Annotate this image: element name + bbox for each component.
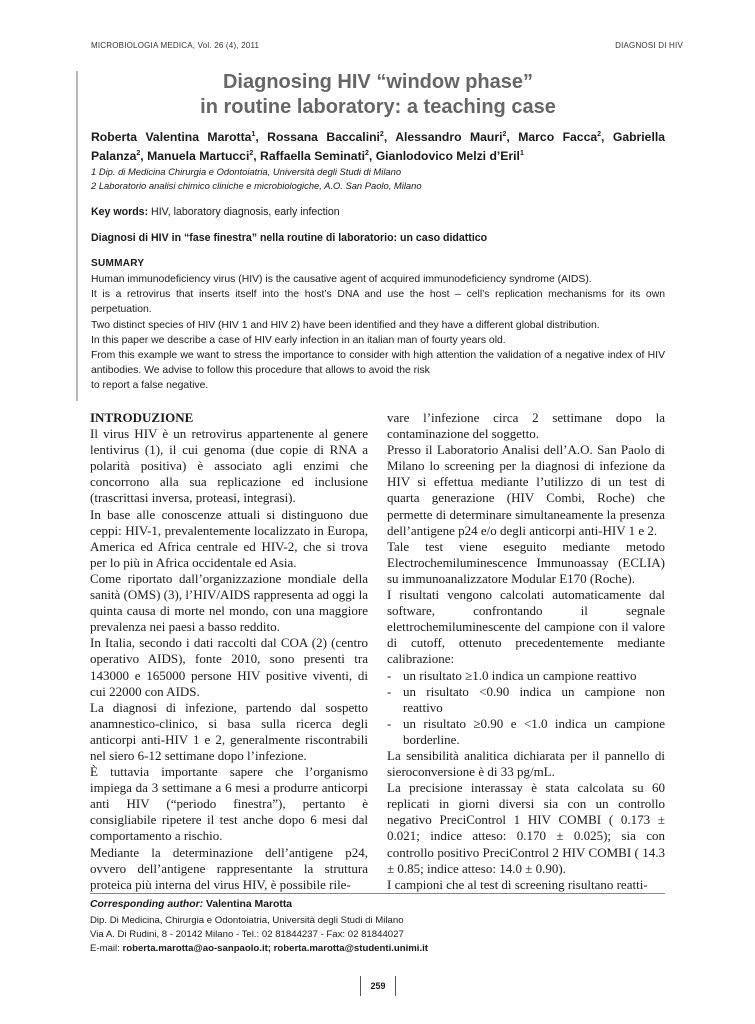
summary-paragraph: In this paper we describe a case of HIV early infection in an italian man of fourty years old. bbox=[91, 334, 506, 346]
body-paragraph: È tuttavia importante sapere che l’organismo impiega da 3 settimane a 6 mesi a produrre anticorpi anti HIV (“periodo finestra”), pertanto è consigliabile ripetere il test anche dopo 6 mesi dal comportamento a rischio. bbox=[90, 764, 368, 844]
journal-citation: MICROBIOLOGIA MEDICA, Vol. 26 (4), 2011 bbox=[91, 41, 260, 50]
bullet-item: - un risultato ≥0.90 e <1.0 indica un campione borderline. bbox=[387, 716, 665, 748]
summary-paragraph: Human immunodeficiency virus (HIV) is the causative agent of acquired immunodeficiency syndrome (AIDS). bbox=[91, 274, 592, 285]
bullet-item: - un risultato <0.90 indica un campione non reattivo bbox=[387, 684, 665, 716]
summary-paragraph: From this example we want to stress the importance to consider with high attention the validation of a negative index of HIV antibodies. We advise to follow this procedure that allows to avoid the risk bbox=[91, 350, 665, 377]
body-paragraph: Come riportato dall’organizzazione mondiale della sanità (OMS) (3), l’HIV/AIDS rappresenta ad oggi la quinta causa di morte nel mondo, con una maggiore prevalenza nei paesi a basso reddito. bbox=[90, 570, 368, 635]
author-4-affil: 2 bbox=[597, 130, 602, 138]
summary-paragraph: to report a false negative. bbox=[91, 380, 209, 392]
body-paragraph: In base alle conoscenze attuali si distinguono due ceppi: HIV-1, prevalentemente localizzato in Europa, America ed Africa centrale ed HIV-2, che si trova per lo più in Africa occidentale ed Asia. bbox=[90, 506, 368, 570]
body-paragraph: Presso il Laboratorio Analisi dell’A.O. San Paolo di Milano lo screening per la diagnosi di infezione da HIV si effettua mediante l’utilizzo di un test di quarta generazione (HIV Combi, Roche) che permette di determinare simultaneamente la presenza dell’antigene p24 e/o degli anticorpi anti-HIV 1 e 2. bbox=[387, 442, 665, 538]
body-column-right bbox=[387, 410, 665, 893]
title-line-2: in routine laboratory: a teaching case bbox=[200, 96, 556, 118]
italian-title: Diagnosi di HIV in “fase finestra” nella routine di laboratorio: un caso didattico bbox=[91, 232, 488, 244]
body-paragraph: In Italia, secondo i dati raccolti dal COA (2) (centro operativo AIDS), fonte 2010, sono presenti tra 143000 e 165000 persone HIV positive viventi, di cui 22000 con AIDS. bbox=[90, 635, 368, 699]
body-paragraph: La sensibilità analitica dichiarata per il pannello di sieroconversione è di 33 pg/mL. bbox=[387, 747, 665, 780]
correspondence-affiliation: Dip. Di Medicina, Chirurgia e Odontoiatria, Università degli Studi di Milano bbox=[90, 915, 404, 926]
keywords-text: HIV, laboratory diagnosis, early infection bbox=[148, 206, 340, 218]
corresponding-author-label: Corresponding author: bbox=[90, 899, 204, 910]
page-number: 259 bbox=[360, 976, 396, 996]
body-column-left bbox=[90, 410, 368, 893]
running-header bbox=[91, 41, 683, 53]
author-6: , Manuela Martucci bbox=[140, 149, 250, 163]
title-line-1: Diagnosing HIV “window phase” bbox=[222, 71, 534, 93]
body-paragraph: I risultati vengono calcolati automaticamente dal software, confrontando il segnale elettrochemiluminescente del campione con il valore di cutoff, ottenuto precedentemente mediante calibrazione: bbox=[387, 587, 665, 667]
affiliation-1: 1 Dip. di Medicina Chirurgia e Odontoiatria, Università degli Studi di Milano bbox=[91, 166, 402, 177]
bullet-item: - un risultato ≥1.0 indica un campione reattivo bbox=[387, 668, 665, 684]
email-label: E-mail: bbox=[90, 943, 123, 954]
body-paragraph: Tale test viene eseguito mediante metodo Electrochemiluminescence Immunoassay (ECLIA) su immunoanalizzatore Modular E170 (Roche). bbox=[387, 538, 665, 586]
author-1-affil: 1 bbox=[251, 130, 256, 138]
author-4: , Marco Facca bbox=[506, 130, 598, 144]
summary-heading: SUMMARY bbox=[91, 258, 145, 269]
author-5-affil: 2 bbox=[136, 149, 141, 157]
author-2: , Rossana Baccalini bbox=[255, 130, 380, 144]
summary-paragraph: It is a retrovirus that inserts itself into the host’s DNA and use the host – cell’s replication mechanisms for its own perpetuation. bbox=[91, 289, 665, 316]
section-label: DIAGNOSI DI HIV bbox=[615, 41, 683, 50]
keywords bbox=[91, 206, 340, 219]
author-5: , Gabriella Palanza bbox=[91, 130, 666, 163]
author-3: , Alessandro Mauri bbox=[383, 130, 503, 144]
correspondence-address: Via A. Di Rudini, 8 - 20142 Milano - Tel.: 02 81844237 - Fax: 02 81844027 bbox=[90, 929, 404, 940]
author-list bbox=[91, 128, 665, 166]
author-1: Roberta Valentina Marotta bbox=[91, 130, 252, 144]
author-2-affil: 2 bbox=[379, 130, 384, 138]
keywords-label: Key words: bbox=[91, 206, 149, 218]
email-addresses: roberta.marotta@ao-sanpaolo.it; roberta.marotta@studenti.unimi.it bbox=[122, 943, 429, 954]
body-paragraph: La diagnosi di infezione, partendo dal sospetto anamnestico-clinico, si basa sulla ricerca degli anticorpi anti-HIV 1 e 2, generalmente riscontrabili nel siero 6-12 settimane dopo l’infezione. bbox=[90, 699, 368, 763]
side-rule bbox=[76, 71, 78, 401]
summary bbox=[91, 272, 665, 394]
body-paragraph: I campioni che al test di screening risultano reatti- bbox=[387, 876, 648, 892]
correspondence-email bbox=[90, 942, 428, 955]
body-paragraph: Mediante la determinazione dell’antigene p24, ovvero dell’antigene rappresentante la struttura proteica più interna del virus HIV, è possibile rile- bbox=[90, 844, 368, 892]
author-6-affil: 2 bbox=[249, 149, 254, 157]
author-8: , Gianlodovico Melzi d’Eril bbox=[368, 149, 520, 163]
author-8-affil: 1 bbox=[519, 149, 524, 157]
corresponding-author-name: Valentina Marotta bbox=[203, 899, 293, 910]
footer-divider bbox=[90, 893, 665, 894]
summary-paragraph: Two distinct species of HIV (HIV 1 and HIV 2) have been identified and they have a different global distribution. bbox=[91, 319, 600, 331]
body-paragraph: Il virus HIV è un retrovirus appartenente al genere lentivirus (1), il cui genoma (due copie di RNA a polarità positiva) è associato agli enzimi che concorrono alla sua replicazione ed inclusione (trascrittasi inversa, proteasi, integrasi). bbox=[90, 426, 368, 506]
author-7: , Raffaella Seminati bbox=[253, 149, 366, 163]
article-title bbox=[91, 70, 665, 120]
author-7-affil: 2 bbox=[365, 149, 369, 157]
body-paragraph: vare l’infezione circa 2 settimane dopo la contaminazione del soggetto. bbox=[387, 410, 665, 442]
body-paragraph: La precisione interassay è stata calcolata su 60 replicati in giorni diversi sia con un controllo negativo PreciControl 1 HIV COMBI ( 0.173 ± 0.021; indice atteso: 0.170 ± 0.025); sia con controllo positivo PreciControl 2 HIV COMBI ( 14.3 ± 0.85; indice atteso: 14.0 ± 0.90). bbox=[387, 780, 665, 876]
corresponding-author bbox=[90, 898, 292, 912]
affiliation-2: 2 Laboratorio analisi chimico cliniche e microbiologiche, A.O. San Paolo, Milano bbox=[91, 180, 422, 191]
author-3-affil: 2 bbox=[502, 130, 507, 138]
section-heading-introduzione: INTRODUZIONE bbox=[90, 410, 194, 425]
